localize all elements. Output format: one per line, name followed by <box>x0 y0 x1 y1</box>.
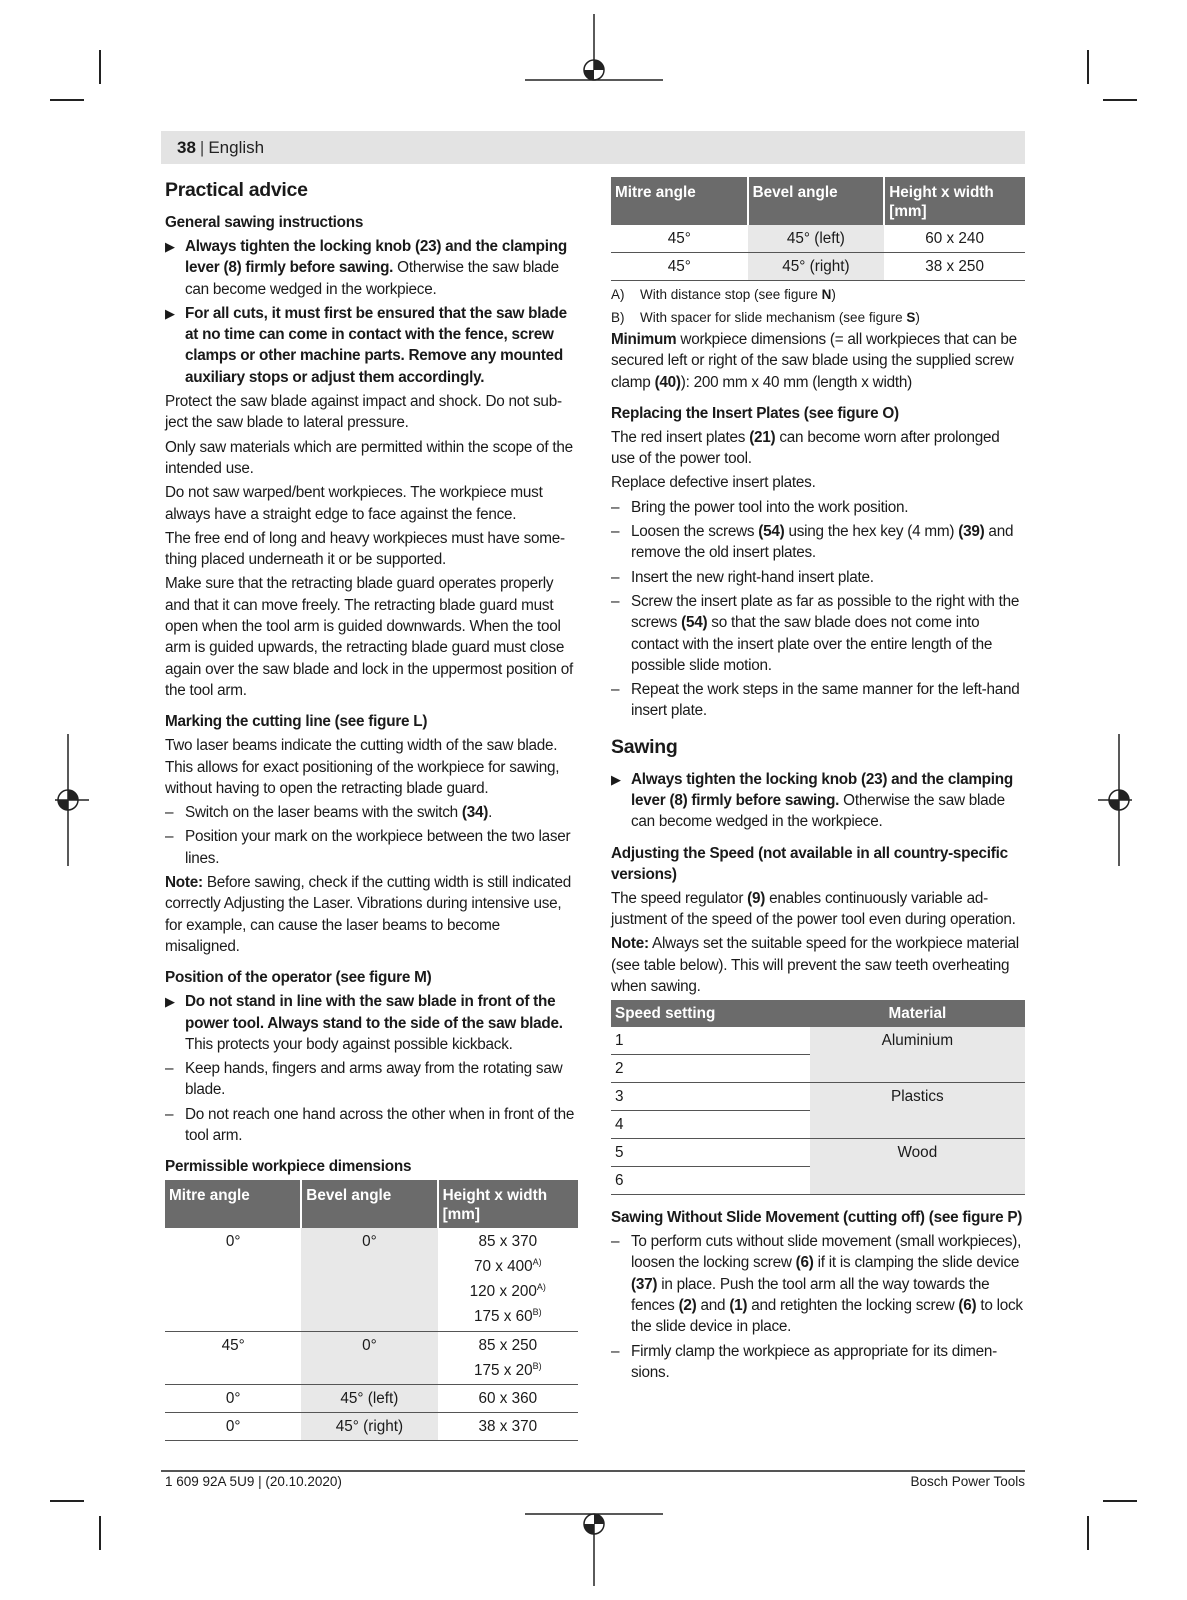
list-item: – Firmly clamp the workpiece as appropriate for its dimensions. <box>611 1342 998 1381</box>
warning-triangle-icon: ▶ <box>165 239 175 254</box>
table-row: 6 <box>611 1167 1025 1195</box>
dimension-value: 175 x $60^{B)}$ <box>473 1307 542 1326</box>
paragraph: The speed regulator (9) enables continuously variable adjustment of the speed of the power tool even during operation. <box>611 889 1016 928</box>
warning-item: ▶ Always tighten the locking knob (23) and the clamping lever (8) firmly before sawing. Otherwise the saw blade can become wedged in the workpiece. <box>165 238 567 298</box>
dash-bullet: – <box>165 1060 174 1078</box>
paragraph: Replace defective insert plates. <box>611 474 816 492</box>
section-title-sawing: Sawing <box>611 735 678 758</box>
dimension-value: 60 x 360 <box>478 1389 538 1407</box>
footer-doc-id: 1 609 92A 5U9 | (20.10.2020) <box>165 1474 342 1489</box>
subheading-speed: Adjusting the Speed (not available in all country-specific versions) <box>611 844 1008 883</box>
warning-list <box>165 991 578 1055</box>
note: Note: Always set the suitable speed for the workpiece material (see table below). This will prevent the saw teeth overheating when sawing. <box>611 935 1019 995</box>
dash-bullet: – <box>611 592 620 610</box>
paragraph: Do not saw warped/bent workpieces. The workpiece must always have a straight edge to face against the fence. <box>165 484 543 523</box>
footnote-marker: B) <box>532 1307 542 1318</box>
page-header <box>161 131 1025 164</box>
column-header: Bevel angle <box>748 177 885 225</box>
dash-bullet: – <box>611 568 620 586</box>
list-item: – Do not reach one hand across the other when in front of the tool arm. <box>165 1105 575 1144</box>
cell-mitre: 0° <box>165 1412 301 1440</box>
column-header: Material <box>810 1000 1025 1027</box>
subheading-insert-plates: Replacing the Insert Plates (see figure O) <box>611 404 899 422</box>
column-header: Bevel angle <box>301 1180 437 1228</box>
column-header: Speed setting <box>611 1000 810 1027</box>
crop-mark <box>50 1500 84 1502</box>
header-language: English <box>208 137 265 157</box>
list-item: – Bring the power tool into the work position. <box>611 497 1025 518</box>
step-list <box>611 497 1025 722</box>
speed-table <box>611 1000 1025 1195</box>
cell-mitre: 0° <box>165 1228 301 1331</box>
cell-dimensions <box>438 1412 578 1440</box>
dash-bullet: – <box>611 1233 620 1251</box>
dimension-value: 38 x 370 <box>478 1417 538 1435</box>
footnote-marker: A) <box>536 1282 546 1293</box>
paragraph: The red insert plates (21) can become worn after prolonged use of the power tool. <box>611 428 1000 468</box>
list-item: – Repeat the work steps in the same manner for the left-hand insert plate. <box>611 681 1020 720</box>
list-item: – Keep hands, fingers and arms away from the rotating saw blade. <box>165 1060 563 1099</box>
footnote-b: B) With spacer for slide mechanism (see figure S) <box>611 310 920 325</box>
registration-mark-left <box>55 734 89 866</box>
section-title-practical-advice: Practical advice <box>165 179 308 201</box>
table-row: 2 <box>611 1055 1025 1083</box>
warning-triangle-icon: ▶ <box>165 994 175 1010</box>
list-item: – Screw the insert plate as far as possible to the right with the screws (54) so that the saw blade does not come into contact with the insert plate over the entire length of the possible slide motion. <box>611 592 1020 674</box>
table-row <box>165 1412 578 1440</box>
dash-bullet: – <box>611 681 620 699</box>
left-column <box>165 177 578 1441</box>
list-item: – Switch on the laser beams with the switch (34). <box>165 802 578 823</box>
dimension-value: 70 x $400^{A)}$ <box>473 1257 542 1276</box>
paragraph: Make sure that the retracting blade guard operates properly and that it can move freely. The retracting blade guard must open when the tool arm is guided downwards. When the tool arm is guided upwards, the retracting blade guard must close again over the saw blade and lock in the uppermost position of the tool arm. <box>165 575 573 699</box>
subheading-dimensions: Permissible workpiece dimensions <box>165 1158 412 1176</box>
dash-bullet: – <box>165 828 174 846</box>
paragraph: Two laser beams indicate the cutting width of the saw blade. This allows for exact positioning of the workpiece for sawing, without having to open the retracting blade guard. <box>165 737 560 797</box>
cell-dimensions <box>438 1331 578 1384</box>
crop-mark <box>1087 50 1089 84</box>
footer-brand: Bosch Power Tools <box>910 1474 1025 1489</box>
list-item: – Loosen the screws (54) using the hex key (4 mm) (39) and remove the old insert plates. <box>611 523 1014 562</box>
dimensions-table <box>165 1180 578 1440</box>
cell-bevel: 45° (right) <box>301 1412 437 1440</box>
list-item: – Position your mark on the workpiece between the two laser lines. <box>165 828 571 867</box>
step-list <box>165 1058 578 1146</box>
table-row <box>165 1228 578 1331</box>
table-row: 3 Plastics <box>611 1083 1025 1111</box>
footnote-marker: B) <box>532 1360 542 1371</box>
warning-list <box>165 236 578 388</box>
dimension-value: 120 x $200^{A)}$ <box>469 1282 546 1301</box>
dash-bullet: – <box>611 498 620 516</box>
page-number: 38 <box>177 137 196 157</box>
crop-mark <box>99 50 101 84</box>
table-row <box>165 1331 578 1384</box>
list-item: – Insert the new right-hand insert plate. <box>611 567 1025 588</box>
table-row <box>165 1384 578 1412</box>
table-row: 45° 45° (left) 60 x 240 <box>611 225 1025 253</box>
footnote-marker: A) <box>532 1257 542 1268</box>
dash-bullet: – <box>165 1105 174 1123</box>
crop-mark <box>1103 99 1137 101</box>
warning-triangle-icon: ▶ <box>611 771 621 787</box>
column-header: Height x width [mm] <box>438 1180 578 1228</box>
footer-rule <box>161 1470 1025 1472</box>
note: Note: Before sawing, check if the cutting width is still indicated correctly Adjusting the Laser. Vibrations during intensive use, for example, can cause the laser beams to become misaligned. <box>165 874 572 955</box>
subheading-position: Position of the operator (see figure M) <box>165 969 432 987</box>
cell-bevel: 0° <box>301 1228 437 1331</box>
dash-bullet: – <box>165 804 174 822</box>
paragraph: Only saw materials which are permitted within the scope of the intended use. <box>165 438 573 477</box>
subheading-marking: Marking the cutting line (see figure L) <box>165 713 428 731</box>
warning-item: ▶ For all cuts, it must first be ensured that the saw blade at no time can come in contact with the fence, screw clamps or other machine parts. Remove any mounted auxiliary stops or adjust them accordingly. <box>165 304 567 386</box>
paragraph: Minimum workpiece dimensions (= all workpieces that can be secured left or right of the saw blade using the supplied screw clamp (40)): 200 mm x 40 mm (length x width) <box>611 331 1017 391</box>
subheading-general: General sawing instructions <box>165 214 364 231</box>
cell-mitre: 45° <box>165 1331 301 1384</box>
paragraph: The free end of long and heavy workpieces must have something placed underneath it or be supported. <box>165 529 566 569</box>
dimension-value: 175 x $20^{B)}$ <box>473 1360 542 1379</box>
column-header: Mitre angle <box>165 1180 301 1228</box>
table-row: 45° 45° (right) 38 x 250 <box>611 253 1025 281</box>
cell-dimensions <box>438 1228 578 1331</box>
crop-mark <box>1103 1500 1137 1502</box>
column-header: Height x width [mm] <box>884 177 1025 225</box>
warning-item: ▶ Always tighten the locking knob (23) and the clamping lever (8) firmly before sawing. Otherwise the saw blade can become wedged in the workpiece. <box>611 770 1013 831</box>
registration-mark-bottom <box>525 1500 663 1586</box>
crop-mark <box>50 99 84 101</box>
dash-bullet: – <box>611 523 620 541</box>
cell-bevel: 45° (left) <box>301 1384 437 1412</box>
column-header: Mitre angle <box>611 177 748 225</box>
cell-mitre: 0° <box>165 1384 301 1412</box>
subheading-no-slide: Sawing Without Slide Movement (cutting off) (see figure P) <box>611 1209 1023 1227</box>
table-row: 1 Aluminium <box>611 1027 1025 1055</box>
registration-mark-right <box>1098 734 1132 866</box>
table-row: 4 <box>611 1111 1025 1139</box>
dimensions-table-continued <box>611 177 1025 281</box>
paragraph: Protect the saw blade against impact and shock. Do not subject the saw blade to lateral pressure. <box>165 393 563 432</box>
cell-bevel: 0° <box>301 1331 437 1384</box>
dash-bullet: – <box>611 1342 620 1360</box>
step-list <box>611 1231 1025 1383</box>
crop-mark <box>99 1516 101 1550</box>
step-list <box>165 802 578 869</box>
cell-dimensions <box>438 1384 578 1412</box>
list-item: – To perform cuts without slide movement (small workpieces), loosen the locking screw (6) if it is clamping the slide device (37) in place. Push the tool arm all the way towards the fences (2) and (1) and retighten the locking screw (6) to lock the slide device in place. <box>611 1233 1023 1336</box>
warning-list <box>611 769 1025 833</box>
crop-mark <box>1087 1516 1089 1550</box>
warning-triangle-icon: ▶ <box>165 305 175 321</box>
registration-mark-top <box>525 14 663 94</box>
dimension-value: 85 x 250 <box>478 1336 538 1354</box>
table-row: 5 Wood <box>611 1139 1025 1167</box>
dimension-value: 85 x 370 <box>478 1233 538 1251</box>
footnote-a: A) With distance stop (see figure N) <box>611 287 836 302</box>
right-column <box>611 177 1025 1386</box>
header-separator: | <box>199 137 205 157</box>
warning-item: ▶ Do not stand in line with the saw blade in front of the power tool. Always stand to the side of the saw blade. This protects your body against possible kickback. <box>165 993 563 1053</box>
